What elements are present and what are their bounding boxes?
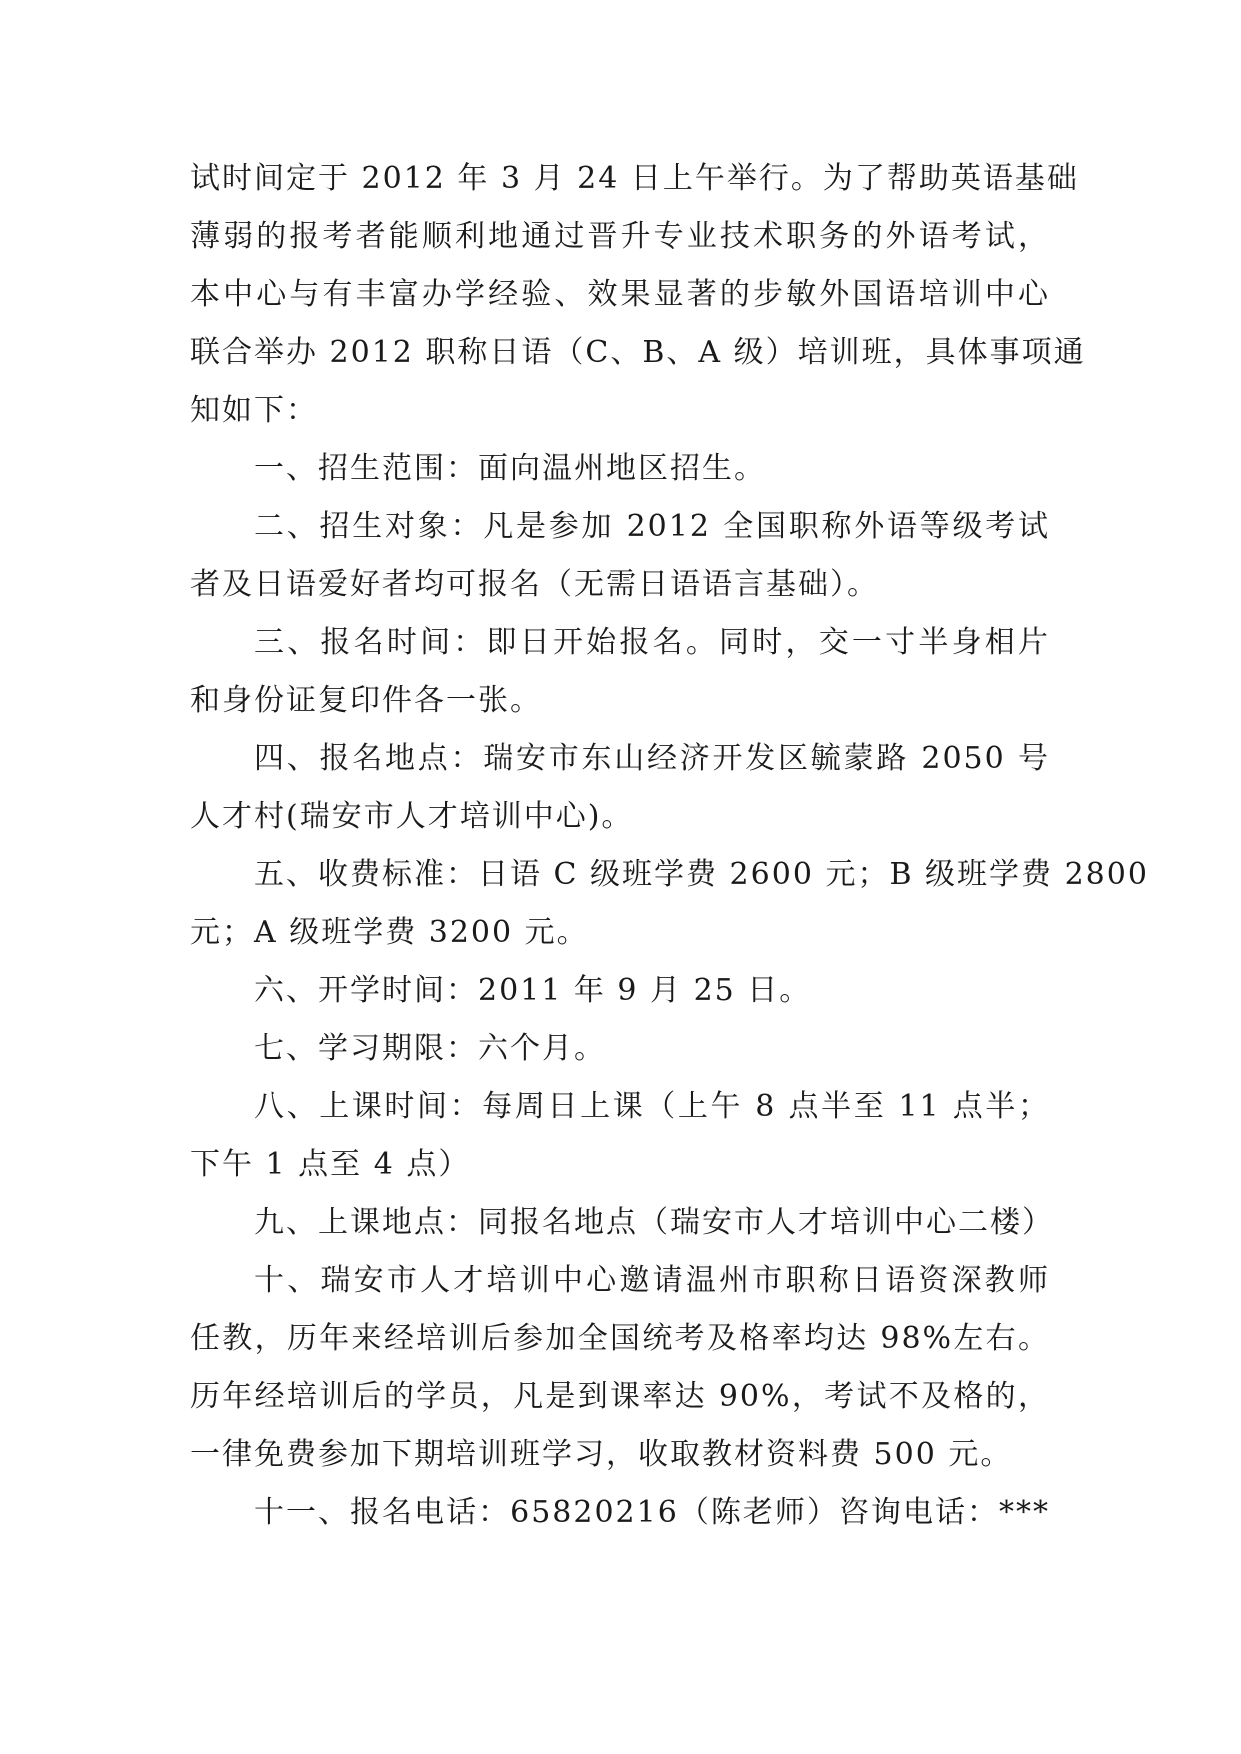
text-line: 试时间定于 2012 年 3 月 24 日上午举行。为了帮助英语基础: [190, 161, 1079, 196]
document-body: [190, 150, 1149, 1542]
text-line: 本中心与有丰富办学经验、效果显著的步敏外国语培训中心: [190, 277, 1050, 312]
text-line: 薄弱的报考者能顺利地通过晋升专业技术职务的外语考试，: [190, 219, 1050, 254]
section-10-line: 任教，历年来经培训后参加全国统考及格率均达 98%左右。: [190, 1321, 1050, 1356]
section-10-line: 一律免费参加下期培训班学习，收取教材资料费 500 元。: [190, 1437, 1013, 1472]
section-5-line: 元；A 级班学费 3200 元。: [190, 915, 589, 950]
section-9-line: 九、上课地点：同报名地点（瑞安市人才培训中心二楼）: [254, 1205, 1054, 1240]
section-8-line: 八、上课时间：每周日上课（上午 8 点半至 11 点半；: [254, 1089, 1050, 1124]
section-11-line: 十一、报名电话：65820216（陈老师）咨询电话：***: [254, 1495, 1050, 1530]
section-6-line: 六、开学时间：2011 年 9 月 25 日。: [254, 973, 812, 1008]
section-3-line: 和身份证复印件各一张。: [190, 683, 542, 718]
section-10-line: 十、瑞安市人才培训中心邀请温州市职称日语资深教师: [254, 1263, 1050, 1298]
section-5-line: 五、收费标准：日语 C 级班学费 2600 元；B 级班学费 2800: [254, 857, 1149, 892]
section-3-line: 三、报名时间：即日开始报名。同时，交一寸半身相片: [254, 625, 1050, 660]
section-10-line: 历年经培训后的学员，凡是到课率达 90%，考试不及格的，: [190, 1379, 1050, 1414]
section-4-line: 四、报名地点：瑞安市东山经济开发区毓蒙路 2050 号: [254, 741, 1050, 776]
text-line: 联合举办 2012 职称日语（C、B、A 级）培训班，具体事项通: [190, 335, 1086, 370]
section-8-line: 下午 1 点至 4 点）: [190, 1147, 471, 1182]
section-1-line: 一、招生范围：面向温州地区招生。: [254, 451, 766, 486]
section-2-line: 二、招生对象：凡是参加 2012 全国职称外语等级考试: [254, 509, 1050, 544]
text-line: 知如下：: [190, 393, 318, 428]
section-2-line: 者及日语爱好者均可报名（无需日语语言基础）。: [190, 567, 879, 602]
section-7-line: 七、学习期限：六个月。: [254, 1031, 606, 1066]
section-4-line: 人才村(瑞安市人才培训中心)。: [190, 799, 634, 834]
